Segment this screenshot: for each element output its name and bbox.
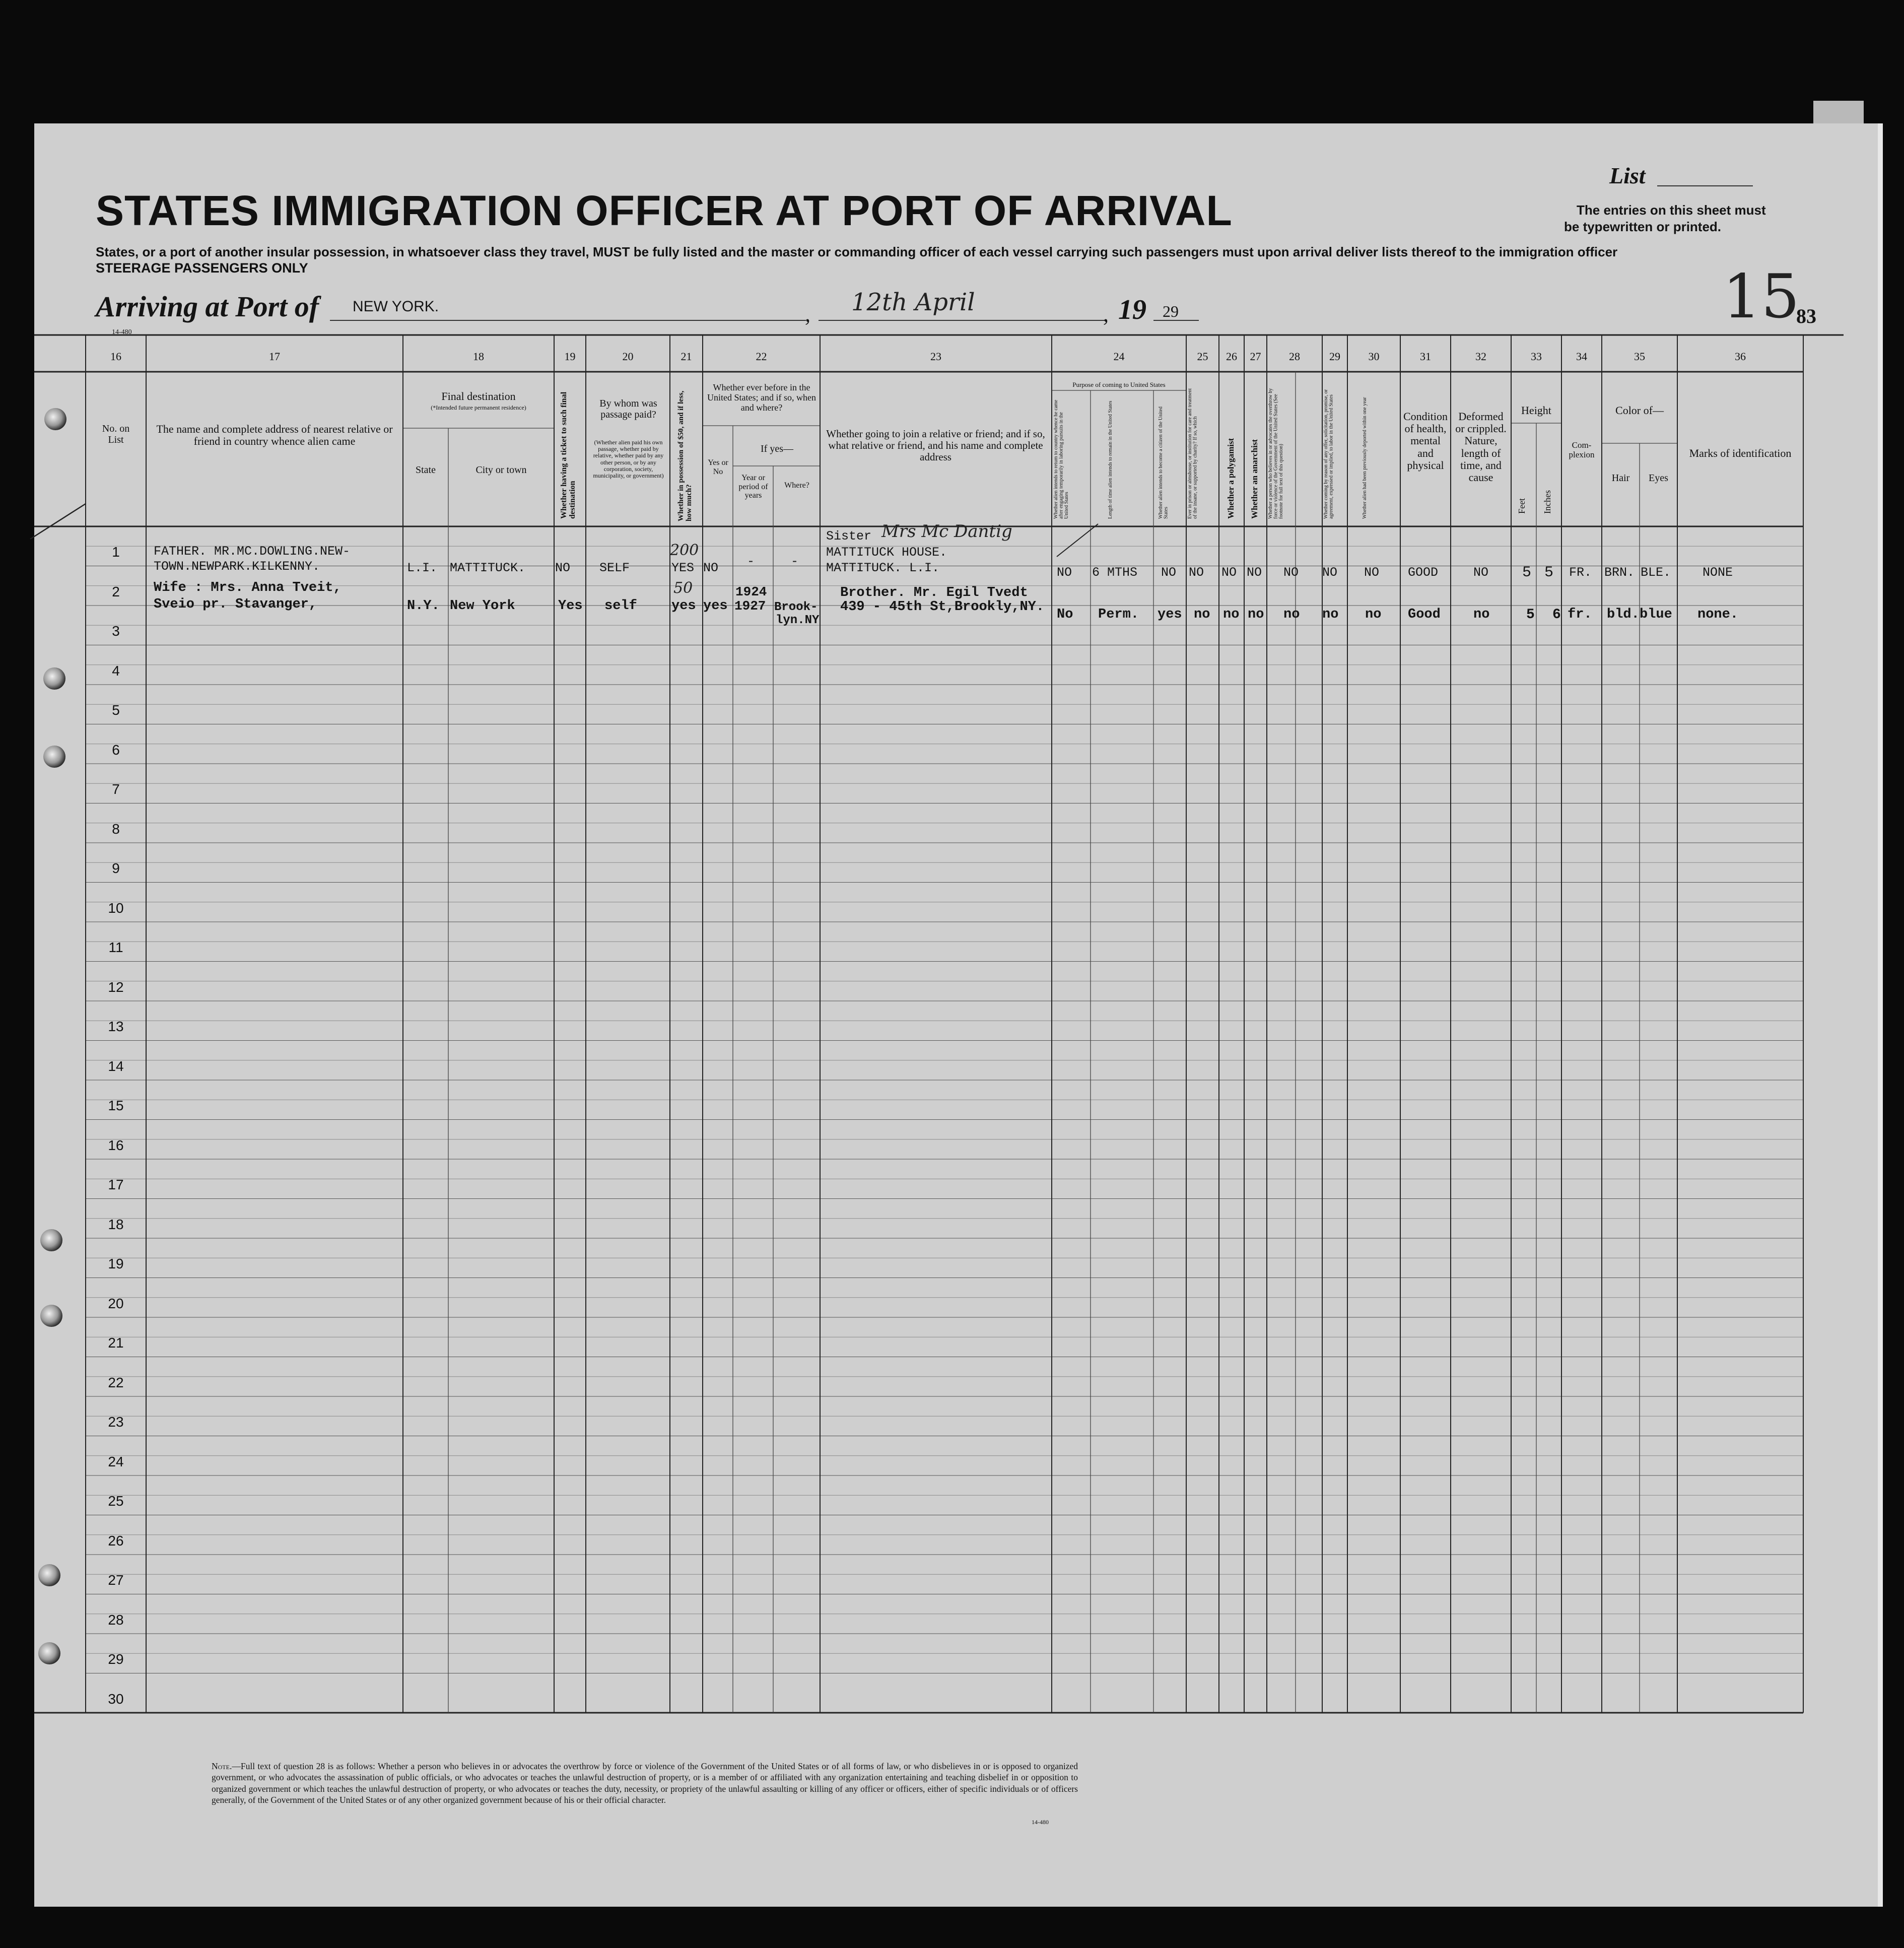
header-marks: Marks of identification <box>1689 447 1792 459</box>
row2-relative-line1: Wife : Mrs. Anna Tveit, <box>154 580 342 595</box>
col-num-16: 16 <box>110 350 121 363</box>
row2-paid-by: self <box>604 598 637 614</box>
row2-city: New York <box>450 598 515 614</box>
row2-contract: no <box>1322 607 1339 622</box>
row2-purpose-citizen: yes <box>1158 607 1182 622</box>
row2-money-handwritten: 50 <box>673 579 693 597</box>
row-number: 17 <box>108 1177 124 1193</box>
header-health: Condition of health, mental and physical <box>1403 410 1448 472</box>
footnote <box>212 1761 1078 1806</box>
header-inches: Inches <box>1542 490 1552 514</box>
col-num-35: 35 <box>1634 350 1645 363</box>
row1-purpose-return: NO <box>1057 565 1072 580</box>
row-number: 27 <box>108 1572 124 1588</box>
header-passage-paid: By whom was passage paid? <box>599 398 657 420</box>
row2-relative-line2: Sveio pr. Stavanger, <box>154 597 317 612</box>
row1-anarchist: NO <box>1247 565 1262 580</box>
col-num-27: 27 <box>1250 350 1261 363</box>
row1-health: GOOD <box>1408 565 1439 580</box>
row2-complexion: fr. <box>1568 607 1592 622</box>
row1-prison: NO <box>1189 565 1204 580</box>
row-number: 2 <box>112 583 120 599</box>
header-if-yes: If yes— <box>761 443 793 454</box>
row2-polygamist: no <box>1223 607 1240 622</box>
row2-inches: 6 <box>1552 607 1561 623</box>
footnote-text: —Full text of question 28 is as follows: Whether a person who believes in or advocates the overthrow by force or violence of the Government of the United States or of all forms of law, or who disbelieves in or is opposed to organized government, or who advocates the assassination of public officials, or who advocates or teaches the unlawful destruction of property, or is a member of or affiliated with any organization entertaining and teaching disbelief in or opposition to organized government or which teaches the unlawful destruction of property, or who advocates or teaches the duty, necessity, or propriety of the unlawful assaulting or killing of any officer or officers, either of specific individuals or of officers generally, of the Government of the United States or of any other organized government because of his or their official character. <box>212 1761 1078 1805</box>
steerage-label: STEERAGE PASSENGERS ONLY <box>96 260 308 276</box>
header-state: State <box>416 464 436 476</box>
header-relative-address: The name and complete address of nearest relative or friend in country whence alien came <box>156 423 393 448</box>
row1-deported: NO <box>1364 565 1380 580</box>
header-no-on-list: No. on List <box>102 423 130 445</box>
col-num-24: 24 <box>1113 350 1125 363</box>
list-number-handwritten: 15 <box>1723 262 1800 332</box>
page-number: 83 <box>1796 305 1816 327</box>
header-yes-no: Yes or No <box>708 458 728 476</box>
header-purpose-return: Whether alien intends to return to country whence he came after engaging temporarily in laboring pursuits in the United States <box>1053 399 1069 519</box>
header-eyes: Eyes <box>1649 473 1668 484</box>
col-num-31: 31 <box>1420 350 1431 363</box>
row1-complexion: FR. <box>1569 565 1592 580</box>
year-suffix: 29 <box>1163 302 1179 320</box>
col-num-33: 33 <box>1531 350 1542 363</box>
row1-before-where: - <box>791 554 799 569</box>
row1-join-handwritten: Mrs Mc Dantig <box>881 521 1012 542</box>
header-join-relative: Whether going to join a relative or friend; and if so, what relative or friend, and his name and complete address <box>826 428 1045 463</box>
row2-before-year-a: 1924 <box>735 584 767 599</box>
row2-join-line2: 439 - 45th St,Brookly,NY. <box>840 599 1045 615</box>
header-polygamist: Whether a polygamist <box>1226 438 1236 519</box>
row-number: 4 <box>112 662 120 679</box>
row-number: 14 <box>108 1058 124 1074</box>
row-number: 13 <box>108 1019 124 1035</box>
row-number: 16 <box>108 1137 124 1153</box>
header-passage-paid-note: (Whether alien paid his own passage, whether paid by relative, whether paid by any other person, or by any corporation, society, municipality, or government) <box>593 439 664 479</box>
row1-before-yesno: NO <box>703 561 719 575</box>
header-q28: Whether a person who believes in or advocates the overthrow by force or violence of the Government of the United States (See footnote for full text of this question) <box>1268 388 1284 519</box>
row2-deported: no <box>1365 607 1382 622</box>
row-number: 7 <box>112 781 120 797</box>
footnote-code: 14-480 <box>1032 1819 1049 1826</box>
row-number: 19 <box>108 1256 124 1272</box>
row-number: 11 <box>108 939 123 956</box>
row-number: 5 <box>112 702 120 718</box>
row1-relative-line2: TOWN.NEWPARK.KILKENNY. <box>154 559 320 574</box>
row1-city: MATTITUCK. <box>450 561 526 575</box>
row-number: 9 <box>112 860 120 877</box>
row2-feet: 5 <box>1526 607 1535 623</box>
row-number: 30 <box>108 1691 124 1707</box>
form-title: STATES IMMIGRATION OFFICER AT PORT OF ARRIVAL <box>96 187 1233 234</box>
row1-join-line1: Sister <box>826 529 872 544</box>
row1-purpose-citizen: NO <box>1161 565 1177 580</box>
col-num-28: 28 <box>1289 350 1300 363</box>
row-number: 10 <box>108 900 124 916</box>
row-number: 18 <box>108 1216 124 1232</box>
row1-paid-by: SELF <box>599 561 630 575</box>
header-anarchist: Whether an anarchist <box>1250 439 1259 519</box>
typed-notice-2: be typewritten or printed. <box>1564 219 1722 234</box>
header-city: City or town <box>475 464 527 476</box>
row1-join-line3: MATTITUCK. L.I. <box>826 561 940 575</box>
row1-hair: BRN. <box>1604 565 1635 580</box>
row2-eyes: blue <box>1640 607 1672 622</box>
header-height: Height <box>1521 404 1551 417</box>
col-num-23: 23 <box>930 350 941 363</box>
row2-purpose-return: No <box>1057 607 1073 622</box>
row-number: 15 <box>108 1098 124 1114</box>
header-final-destination: Final destination <box>441 390 516 402</box>
date-handwritten: 12th April <box>851 288 975 316</box>
row-number: 12 <box>108 979 124 995</box>
header-ever-before: Whether ever before in the United States; and if so, when and where? <box>707 382 816 413</box>
header-prison: Ever in prison or almshouse, or institution for care and treatment of the insane, or supported by charity? If so, which <box>1187 388 1198 519</box>
row-number: 20 <box>108 1295 124 1311</box>
year-prefix: 19 <box>1118 294 1146 325</box>
comma-mark: , <box>805 302 810 326</box>
header-where: Where? <box>784 481 809 490</box>
header-fifty-dollars: Whether in possession of $50, and if less, how much? <box>677 390 693 521</box>
row-number: 29 <box>108 1651 124 1667</box>
col-num-32: 32 <box>1475 350 1486 363</box>
footnote-lead: Note. <box>212 1761 232 1771</box>
header-deformed: Deformed or crippled. Nature, length of time, and cause <box>1455 410 1507 484</box>
col-num-18: 18 <box>473 350 484 363</box>
row-number: 1 <box>112 544 120 560</box>
row2-state: N.Y. <box>407 598 440 614</box>
header-purpose: Purpose of coming to United States <box>1072 381 1166 388</box>
row2-money: yes <box>671 598 696 614</box>
col-num-36: 36 <box>1735 350 1746 363</box>
col-num-22: 22 <box>756 350 767 363</box>
row1-deformed: NO <box>1473 565 1489 580</box>
arriving-label: Arriving at Port of <box>96 290 319 323</box>
row2-prison: no <box>1194 607 1210 622</box>
row-number: 8 <box>112 821 120 837</box>
row2-before-where-b: lyn.NY <box>776 614 820 627</box>
row1-ticket: NO <box>555 561 571 575</box>
header-contract: Whether coming by reason of any offer, solicitation, promise, or agreement, expressed or implied, to labor in the United States <box>1323 389 1334 519</box>
header-final-destination-note: (*Intended future permanent residence) <box>431 404 526 411</box>
row1-polygamist: NO <box>1221 565 1237 580</box>
instruction-line: States, or a port of another insular possession, in whatsoever class they travel, MUST be fully listed and the master or commanding officer of each vessel carrying such passengers must upon arrival deliver lists thereof to the immigration officer <box>96 244 1618 259</box>
header-complexion: Com-plexion <box>1569 440 1595 459</box>
row-number: 28 <box>108 1611 124 1628</box>
col-num-25: 25 <box>1197 350 1208 363</box>
col-num-30: 30 <box>1368 350 1380 363</box>
col-num-21: 21 <box>681 350 692 363</box>
row-number: 21 <box>108 1335 124 1351</box>
row2-anarchist: no <box>1248 607 1264 622</box>
row1-marks: NONE <box>1703 565 1733 580</box>
row-number: 22 <box>108 1374 124 1390</box>
row1-join-line2: MATTITUCK HOUSE. <box>826 545 947 560</box>
port-value: NEW YORK. <box>353 298 439 315</box>
row1-feet: 5 <box>1522 564 1532 581</box>
header-deported: Whether alien had been previously deported within one year <box>1362 397 1368 519</box>
col-num-20: 20 <box>622 350 634 363</box>
row1-q28: NO <box>1283 565 1299 580</box>
col-num-19: 19 <box>564 350 576 363</box>
col-num-26: 26 <box>1226 350 1237 363</box>
header-hair: Hair <box>1611 473 1630 484</box>
header-color-of: Color of— <box>1615 404 1664 417</box>
row2-marks: none. <box>1697 607 1739 622</box>
row2-ticket: Yes <box>558 598 583 614</box>
header-ticket: Whether having a ticket to such final destination <box>560 391 577 519</box>
row1-contract: NO <box>1322 565 1338 580</box>
header-purpose-length: Length of time alien intends to remain in the United States <box>1108 400 1113 519</box>
row-number: 26 <box>108 1532 124 1549</box>
row-number: 24 <box>108 1453 124 1469</box>
row2-before-year-b: 1927 <box>734 598 766 614</box>
row-number: 25 <box>108 1493 124 1509</box>
comma-mark: , <box>1103 302 1109 326</box>
row1-money: YES <box>671 561 695 575</box>
row1-eyes: BLE. <box>1641 565 1671 580</box>
row1-before-year: - <box>747 554 755 569</box>
row-number: 6 <box>112 742 120 758</box>
row2-deformed: no <box>1473 607 1490 622</box>
row-number: 23 <box>108 1414 124 1430</box>
header-purpose-citizen: Whether alien intends to become a citizen of the United States <box>1158 407 1169 519</box>
header-feet: Feet <box>1517 498 1527 514</box>
list-label: List <box>1609 163 1646 188</box>
col-num-17: 17 <box>269 350 280 363</box>
row1-purpose-length: 6 MTHS <box>1092 565 1138 580</box>
row2-health: Good <box>1408 607 1441 622</box>
row1-relative-line1: FATHER. MR.MC.DOWLING.NEW- <box>154 544 351 559</box>
col-num-29: 29 <box>1329 350 1340 363</box>
row2-purpose-length: Perm. <box>1098 607 1139 622</box>
row2-before-yesno: yes <box>703 598 728 614</box>
form-code: 14-480 <box>112 328 132 336</box>
row-number: 3 <box>112 623 120 639</box>
header-year-period: Year or period of years <box>738 474 768 500</box>
col-num-34: 34 <box>1576 350 1587 363</box>
typed-notice-1: The entries on this sheet must <box>1577 203 1766 218</box>
row2-hair: bld. <box>1607 607 1640 622</box>
row1-money-handwritten: 200 <box>670 542 699 559</box>
row1-state: L.I. <box>407 561 438 575</box>
row2-before-where-a: Brook- <box>774 600 818 614</box>
row2-join-line1: Brother. Mr. Egil Tvedt <box>840 585 1028 600</box>
row1-inches: 5 <box>1544 564 1554 581</box>
row2-q28: no <box>1283 607 1300 622</box>
